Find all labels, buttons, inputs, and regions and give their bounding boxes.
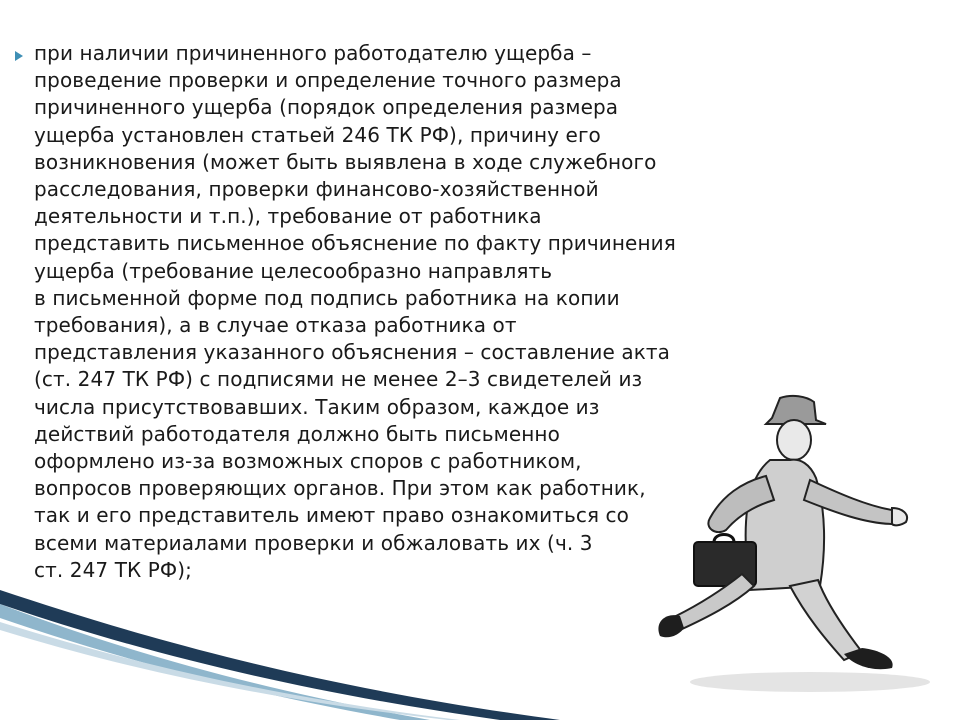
text-line: представления указанного объяснения – составление акта [34, 340, 671, 365]
text-line: действий работодателя должно быть письменно [34, 421, 560, 446]
text-line: возникновения (может быть выявлена в ходе служебного [34, 149, 657, 174]
head [777, 420, 811, 460]
text-line: ст. 247 ТК РФ); [34, 557, 192, 582]
text-line: ущерба установлен статьей 246 ТК РФ), причину его [34, 122, 601, 147]
briefcase-handle [714, 535, 734, 543]
text-line: представить письменное объяснение по факту причинения [34, 231, 676, 256]
text-line: причиненного ущерба (порядок определения размера [34, 95, 619, 120]
text-line: (ст. 247 ТК РФ) с подписями не менее 2–3 свидетелей из [34, 367, 643, 392]
body-text [34, 40, 714, 584]
text-line: деятельности и т.п.), требование от работника [34, 204, 542, 229]
text-line: ущерба (требование целесообразно направлять [34, 258, 553, 283]
text-line: всеми материалами проверки и обжаловать их (ч. 3 [34, 530, 593, 555]
text-line: при наличии причиненного работодателю ущерба – [34, 41, 592, 65]
text-line: в письменной форме под подпись работника на копии [34, 285, 620, 310]
shadow [690, 672, 930, 692]
text-line: вопросов проверяющих органов. При этом как работник, [34, 476, 646, 501]
back-shoe [658, 615, 684, 637]
hand [892, 508, 907, 525]
text-line: числа присутствовавших. Таким образом, каждое из [34, 394, 600, 419]
triangle-bullet-icon [14, 50, 24, 62]
text-line: так и его представитель имеют право ознакомиться со [34, 503, 629, 528]
front-leg [790, 580, 862, 660]
text-line: требования), а в случае отказа работника от [34, 313, 517, 338]
text-line: оформлено из-за возможных споров с работником, [34, 449, 582, 474]
swoosh-dark [0, 590, 560, 720]
text-line: проведение проверки и определение точного размера [34, 68, 622, 93]
text-line: расследования, проверки финансово-хозяйственной [34, 177, 599, 202]
